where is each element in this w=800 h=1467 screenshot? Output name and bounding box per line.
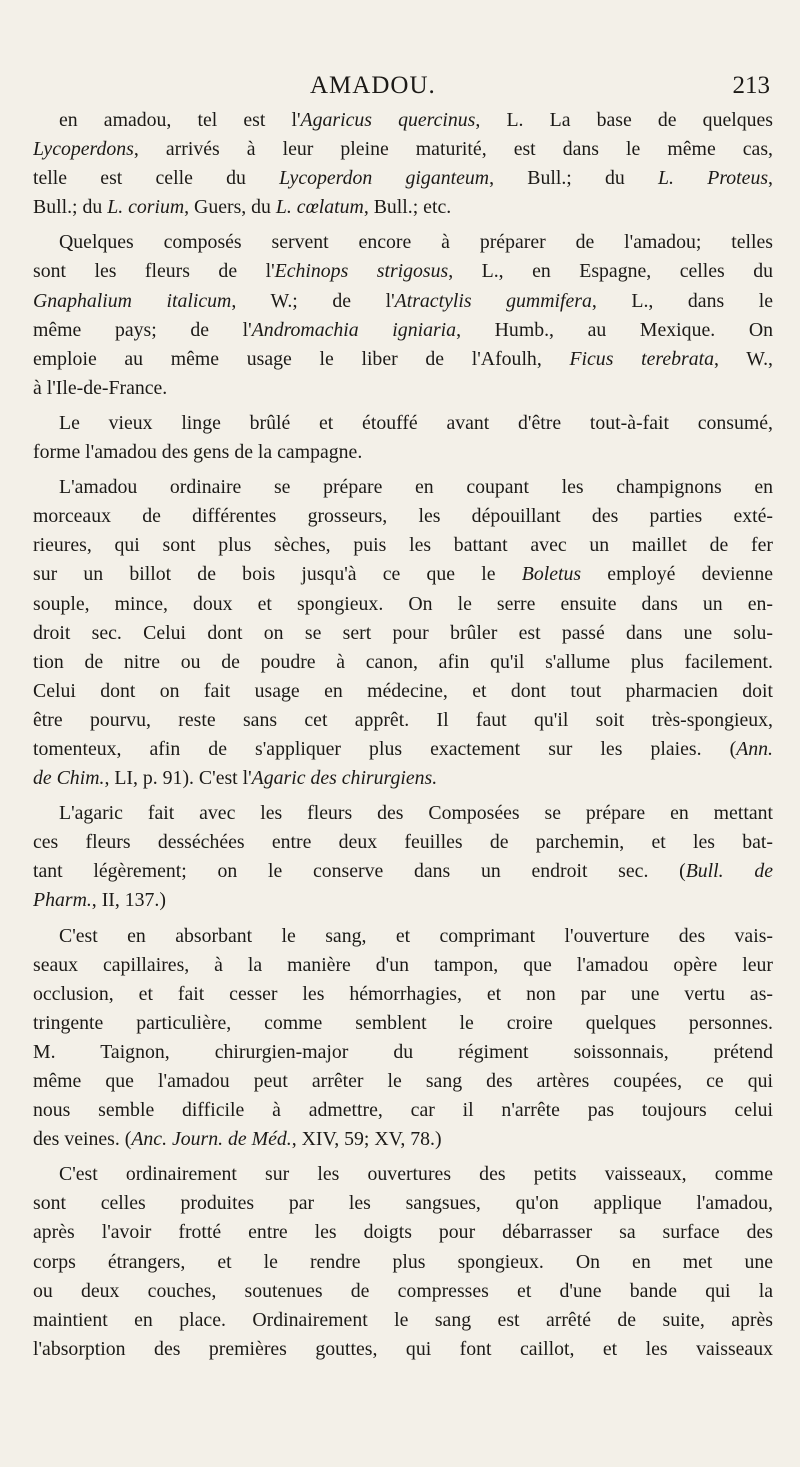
text-line	[33, 1038, 773, 1067]
italic-run: Anc. Journ. de Méd.	[131, 1128, 292, 1151]
text-line	[33, 316, 773, 345]
text-line	[33, 164, 773, 193]
paragraph	[33, 473, 773, 793]
text-run: même pays; de l'	[33, 318, 252, 341]
text-line	[33, 886, 773, 915]
text-run: L'agaric fait avec les fleurs des Composées se prépare en mettant	[59, 802, 773, 825]
text-run: Celui dont on fait usage en médecine, et dont tout pharmacien doit	[33, 679, 773, 702]
text-run: maintient en place. Ordinairement le sang est arrêté de suite, après	[33, 1308, 773, 1331]
text-line	[33, 345, 773, 374]
text-line	[33, 1306, 773, 1335]
text-run: C'est en absorbant le sang, et comprimant l'ouverture des vais-	[59, 924, 773, 947]
text-run: , Humb., au Mexique. On	[456, 318, 773, 341]
text-line	[33, 799, 773, 828]
text-line	[33, 473, 773, 502]
italic-run: Agaric des chirurgiens.	[251, 767, 438, 790]
italic-run: Bull. de	[685, 860, 773, 883]
text-run: rieures, qui sont plus sèches, puis les battant avec un maillet de fer	[33, 534, 773, 557]
text-line	[33, 1009, 773, 1038]
text-run: , Guers, du	[184, 196, 276, 219]
text-line	[33, 1067, 773, 1096]
text-run: tion de nitre ou de poudre à canon, afin qu'il s'allume plus facilement.	[33, 650, 773, 673]
text-line	[33, 1218, 773, 1247]
text-run: emploie au même usage le liber de l'Afoulh,	[33, 347, 570, 370]
italic-run: L. corium	[107, 196, 185, 219]
italic-run: de Chim.	[33, 767, 105, 790]
page-header	[0, 72, 800, 106]
italic-run: Agaricus quercinus	[300, 109, 476, 131]
text-line	[33, 764, 773, 793]
text-line	[33, 531, 773, 560]
text-line	[33, 1125, 773, 1154]
italic-run: Boletus	[521, 563, 582, 586]
text-run: souple, mince, doux et spongieux. On le serre ensuite dans un en-	[33, 592, 773, 615]
text-line	[33, 1248, 773, 1277]
italic-run: Ficus terebrata	[569, 347, 714, 370]
text-run: employé devienne	[581, 563, 773, 586]
text-run: tomenteux, afin de s'appliquer plus exactement sur les plaies. (	[33, 737, 737, 760]
italic-run: Ann.	[736, 737, 773, 760]
text-run: tant légèrement; on le conserve dans un endroit sec. (	[33, 860, 686, 883]
page-number: 213	[732, 72, 770, 99]
text-line	[33, 828, 773, 857]
text-line	[33, 735, 773, 764]
text-run: , arrivés à leur pleine maturité, est dans le même cas,	[133, 138, 773, 161]
text-run: ou deux couches, soutenues de compresses et d'une bande qui la	[33, 1279, 773, 1302]
text-run: , W.; de l'	[231, 289, 395, 312]
paragraph	[33, 409, 773, 467]
text-run: être pourvu, reste sans cet apprêt. Il faut qu'il soit très-spongieux,	[33, 708, 773, 731]
paragraph	[33, 106, 773, 222]
text-line	[33, 1096, 773, 1125]
text-run: en amadou, tel est l'	[59, 109, 301, 131]
text-line	[33, 648, 773, 677]
italic-run: Gnaphalium italicum	[33, 289, 232, 312]
text-run: sont les fleurs de l'	[33, 260, 275, 283]
paragraph	[33, 799, 773, 915]
text-line	[33, 374, 773, 403]
text-run: sur un billot de bois jusqu'à ce que le	[33, 563, 522, 586]
text-line	[33, 257, 773, 286]
text-run: , L., dans le	[591, 289, 773, 312]
text-run: , L., en Espagne, celles du	[448, 260, 773, 283]
text-line	[33, 228, 773, 257]
text-run: à l'Ile-de-France.	[33, 376, 168, 399]
italic-run: Echinops strigosus	[274, 260, 449, 283]
italic-run: Pharm.	[33, 889, 92, 912]
text-run: , L. La base de quelques	[475, 109, 773, 131]
text-line	[33, 287, 773, 316]
text-line	[33, 1160, 773, 1189]
text-run: Quelques composés servent encore à préparer de l'amadou; telles	[59, 231, 773, 254]
text-run: , Bull.; du	[489, 167, 659, 190]
text-line	[33, 560, 773, 589]
text-line	[33, 409, 773, 438]
text-run: Le vieux linge brûlé et étouffé avant d'être tout-à-fait consumé,	[59, 411, 773, 434]
text-line	[33, 106, 773, 135]
text-run: l'absorption des premières gouttes, qui font caillot, et les vaisseaux	[33, 1337, 773, 1360]
text-run: M. Taignon, chirurgien-major du régiment soissonnais, prétend	[33, 1040, 773, 1063]
text-run: occlusion, et fait cesser les hémorrhagies, et non par une vertu as-	[33, 982, 773, 1005]
text-line	[33, 922, 773, 951]
text-run: forme l'amadou des gens de la campagne.	[33, 441, 363, 464]
text-run: nous semble difficile à admettre, car il n'arrête pas toujours celui	[33, 1099, 773, 1122]
text-run: telle est celle du	[33, 167, 280, 190]
text-run: ,	[768, 167, 773, 190]
text-line	[33, 706, 773, 735]
text-run: , LI, p. 91). C'est l'	[104, 767, 252, 790]
text-run: , II, 137.)	[91, 889, 166, 912]
text-run: sont celles produites par les sangsues, qu'on applique l'amadou,	[33, 1192, 773, 1215]
text-line	[33, 1335, 773, 1364]
text-run: , XIV, 59; XV, 78.)	[291, 1128, 442, 1151]
text-run: ces fleurs desséchées entre deux feuilles de parchemin, et les bat-	[33, 831, 773, 854]
text-run: seaux capillaires, à la manière d'un tampon, que l'amadou opère leur	[33, 953, 773, 976]
text-line	[33, 1189, 773, 1218]
italic-run: Lycoperdon giganteum	[279, 167, 490, 190]
paragraph	[33, 922, 773, 1155]
text-run: , W.,	[713, 347, 773, 370]
text-run: corps étrangers, et le rendre plus spongieux. On en met une	[33, 1250, 773, 1273]
text-line	[33, 980, 773, 1009]
text-line	[33, 193, 773, 222]
text-run: droit sec. Celui dont on se sert pour brûler est passé dans une solu-	[33, 621, 773, 644]
text-line	[33, 857, 773, 886]
body-text	[33, 106, 773, 1370]
text-run: Bull.; du	[33, 196, 108, 219]
text-run: morceaux de différentes grosseurs, les dépouillant des parties exté-	[33, 505, 773, 528]
text-run: après l'avoir frotté entre les doigts pour débarrasser sa surface des	[33, 1221, 773, 1244]
text-run: , Bull.; etc.	[363, 196, 452, 219]
running-title: AMADOU.	[310, 72, 436, 99]
paragraph	[33, 228, 773, 403]
text-line	[33, 502, 773, 531]
italic-run: L. cœlatum	[275, 196, 364, 219]
paragraph	[33, 1160, 773, 1364]
italic-run: Atractylis gummifera	[394, 289, 592, 312]
text-line	[33, 590, 773, 619]
italic-run: L. Proteus	[658, 167, 769, 190]
text-run: même que l'amadou peut arrêter le sang des artères coupées, ce qui	[33, 1070, 773, 1092]
text-run: tringente particulière, comme semblent le croire quelques personnes.	[33, 1011, 773, 1034]
text-run: des veines. (	[33, 1128, 132, 1151]
italic-run: Andromachia igniaria	[251, 318, 457, 341]
text-line	[33, 1277, 773, 1306]
text-run: L'amadou ordinaire se prépare en coupant les champignons en	[59, 476, 773, 499]
text-line	[33, 135, 773, 164]
text-line	[33, 619, 773, 648]
text-line	[33, 438, 773, 467]
text-line	[33, 677, 773, 706]
text-line	[33, 951, 773, 980]
italic-run: Lycoperdons	[33, 138, 134, 161]
text-run: C'est ordinairement sur les ouvertures des petits vaisseaux, comme	[59, 1163, 773, 1186]
